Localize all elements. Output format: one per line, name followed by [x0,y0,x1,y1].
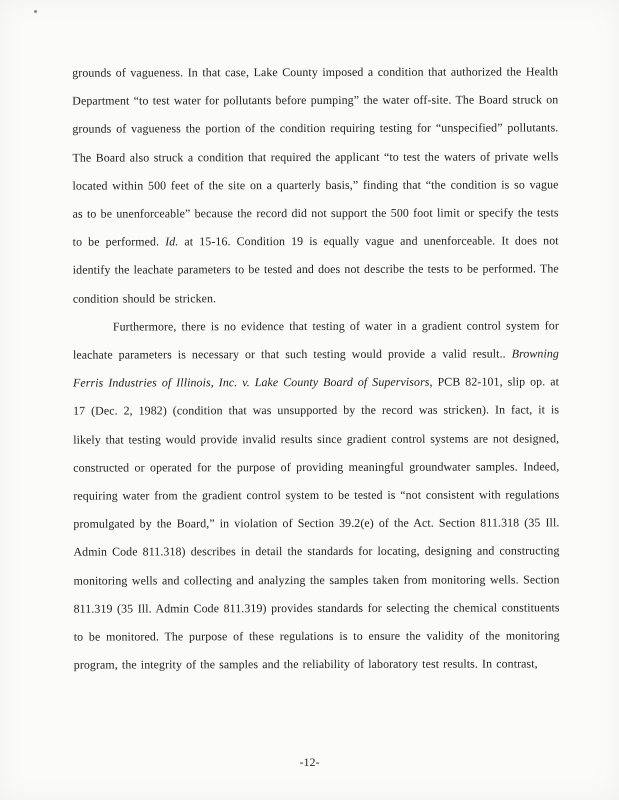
citation-italic-text: Browning Ferris Industries of Illinois, Inc. v. Lake County Board of Supervisors [73,346,559,390]
citation-italic-text: Id. [165,234,179,249]
body-text: , PCB 82-101, slip op. at 17 (Dec. 2, 1982) (condition that was unsupported by the record was stricken). In fact, it is likely that testing would provide invalid results since gradient control systems are not designed, constructed or operated for the purpose of providing meaningful groundwater samples. Indeed, requiring water from the gradient control system to be tested is “not consistent with regulations promulgated by the Board,” in violation of Section 39.2(e) of the Act. Section 811.318 (35 Ill. Admin Code 811.318) describes in detail the standards for locating, designing and constructing monitoring wells and collecting and analyzing the samples taken from monitoring wells. Section 811.319 (35 Ill. Admin Code 811.319) provides standards for selecting the chemical constituents to be monitored. The purpose of these regulations is to ensure the validity of the monitoring program, the integrity of the samples and the reliability of laboratory test results. In contrast, [73,374,560,672]
paragraph-2 [73,311,560,679]
paragraph-1 [72,57,559,312]
page-number: -12- [299,755,320,769]
scan-speckle-artifact [34,10,37,13]
body-text: grounds of vagueness. In that case, Lake County imposed a condition that authorized the Health Department “to test water for pollutants before pumping” the water off-site. The Board struck on grounds of vagueness the portion of the condition requiring testing for “unspecified” pollutants. The Board also struck a condition that required the applicant “to test the waters of private wells located within 500 feet of the site on a quarterly basis,” finding that “the condition is so vague as to be unenforceable” because the record did not support the 500 foot limit or specify the tests to be performed. [72,64,559,249]
body-text: Furthermore, there is no evidence that testing of water in a gradient control system for leachate parameters is necessary or that such testing would provide a valid result.. [72,318,559,362]
document-body [72,57,560,679]
body-text: at 15-16. Condition 19 is equally vague and unenforceable. It does not identify the leachate parameters to be tested and does not describe the tests to be performed. The condition should be stricken. [72,233,559,306]
